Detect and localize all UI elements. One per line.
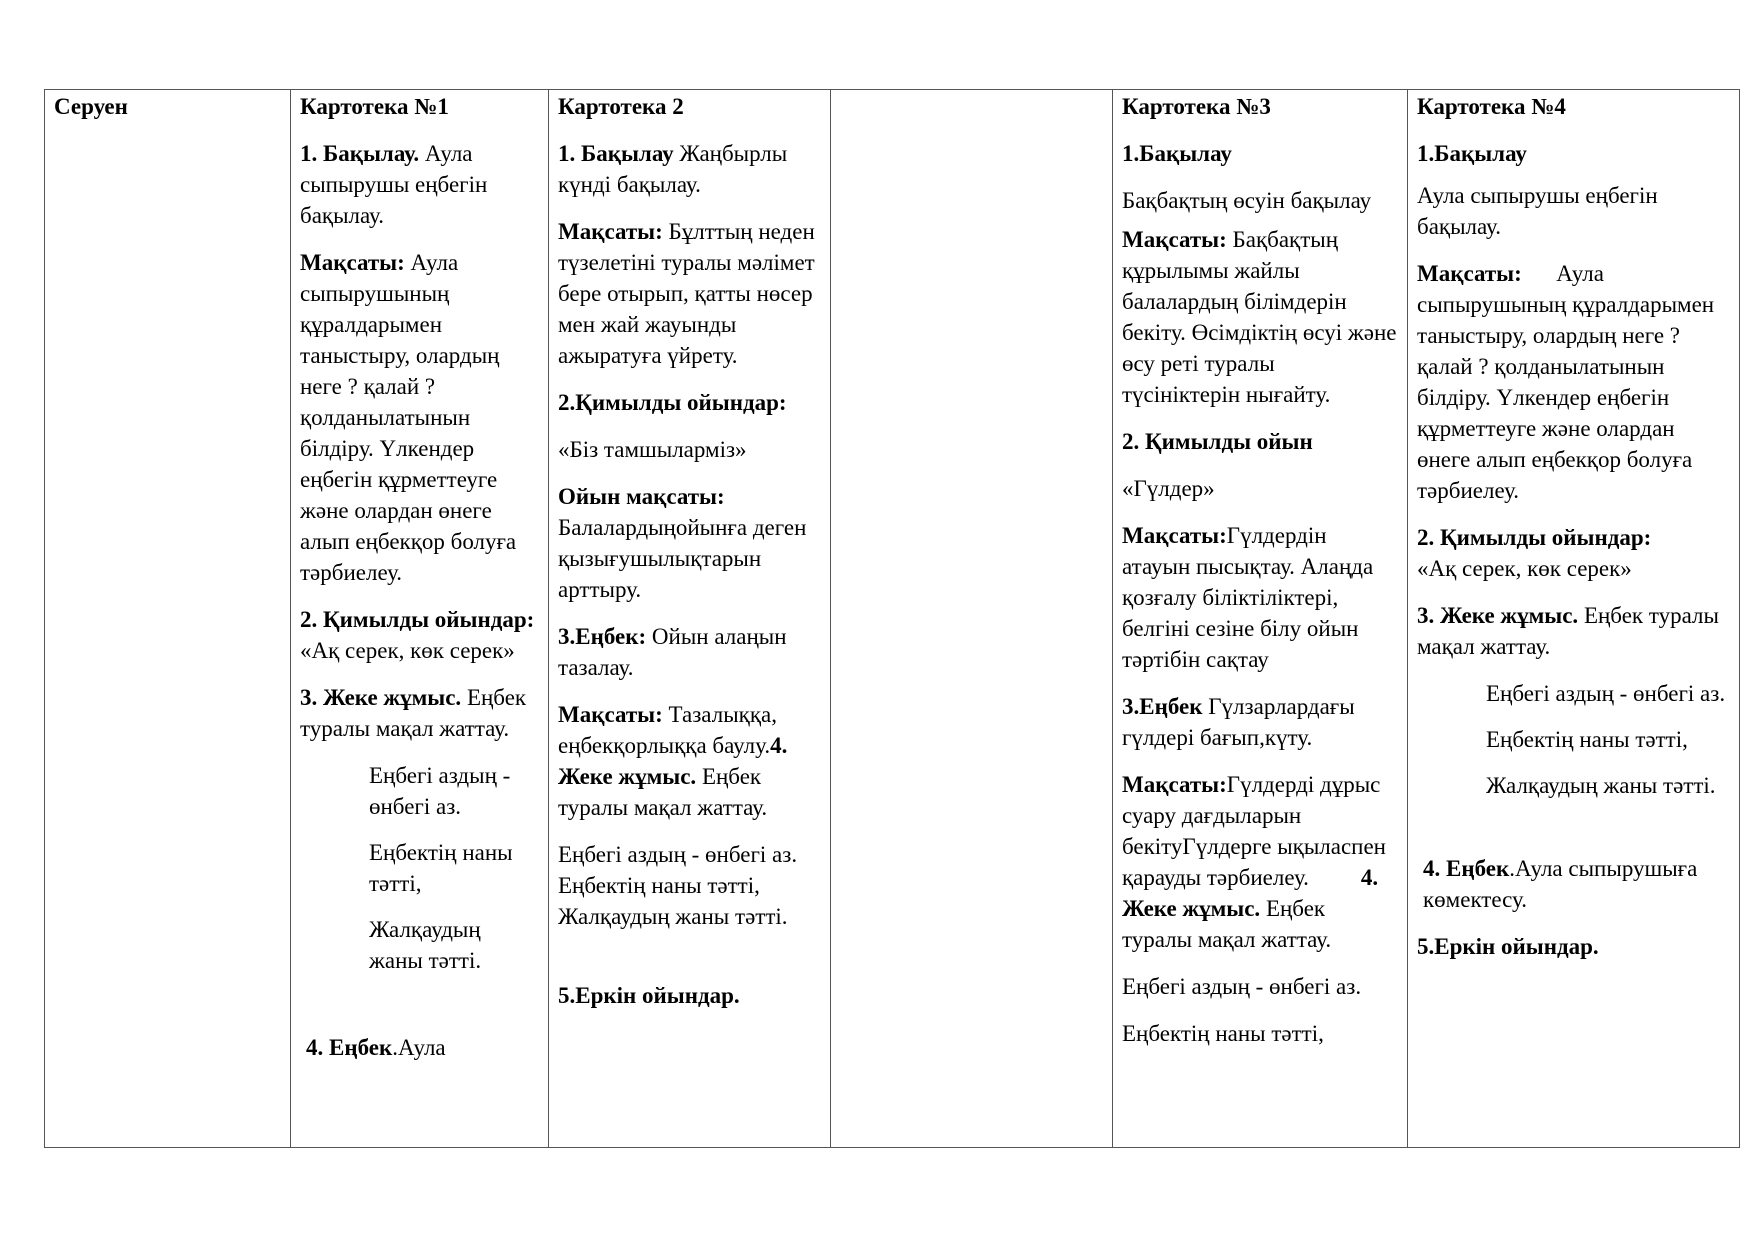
card-2-goal: Мақсаты: Бұлттың неден түзелетіні туралы мәлімет бере отырып, қатты нөсер мен жай жауынды ажыратуға үйрету. (558, 219, 815, 368)
card-1-labor: 4. Еңбек.Аула (306, 1035, 446, 1060)
card-4-games: 2. Қимылды ойындар: «Ақ серек, көк серек» (1417, 525, 1652, 581)
card-3-game-goal: Мақсаты:Гүлдердін атауын пысықтау. Алаңда қозғалу біліктіліктері, белгіні сезіне білу ойын тәртібін сақтау (1122, 523, 1374, 672)
section-title: Серуен (54, 94, 128, 119)
card-3-observation: Бақбақтың өсуін бақылау (1122, 188, 1372, 213)
card-3-labor-goal: Мақсаты:Гүлдерді дұрыс суару дағдыларын бекітуГүлдерге ықыласпен қарауды тәрбиелеу. 4. Жеке жұмыс. Еңбек туралы мақал жаттау. (1122, 772, 1386, 952)
card-1-title: Картотека №1 (300, 94, 449, 119)
card-2-observation: 1. Бақылау Жаңбырлы күнді бақылау. (558, 141, 788, 197)
card-4-individual-work: 3. Жеке жұмыс. Еңбек туралы мақал жаттау. (1417, 603, 1719, 659)
card-1-goal: Мақсаты: Аула сыпырушының құралдарымен таныстыру, олардың неге ? қалай ? қолданылатынын білдіру. Үлкендер еңбегін құрметтеуге және олардан өнеге алып еңбекқор болуға тәрбиелеу. (300, 250, 517, 585)
section-label-cell (45, 90, 291, 1148)
empty-cell (831, 90, 1113, 1148)
card-3-goal: Мақсаты: Бақбақтың құрылымы жайлы балалардың білімдерін бекіту. Өсімдіктің өсуі және өсу реті туралы түсініктерін нығайту. (1122, 227, 1397, 407)
card-3-game-name: «Гүлдер» (1122, 476, 1215, 501)
card-4-free-games: 5.Еркін ойындар. (1417, 934, 1599, 959)
card-4-proverb-1: Еңбегі аздың - өнбегі аз. (1486, 681, 1726, 706)
card-4-observation: Аула сыпырушы еңбегін бақылау. (1417, 183, 1658, 239)
card-1-games: 2. Қимылды ойындар: «Ақ серек, көк серек» (300, 607, 535, 663)
card-2-game-goal: Ойын мақсаты: Балалардыңойынға деген қызығушылықтарын арттыру. (558, 484, 807, 602)
card-2-title: Картотека 2 (558, 94, 684, 119)
card-3-proverb-2: Еңбектің наны тәтті, (1122, 1021, 1324, 1046)
card-2-proverbs: Еңбегі аздың - өнбегі аз. Еңбектің наны тәтті, Жалқаудың жаны тәтті. (558, 842, 798, 929)
card-2-labor: 3.Еңбек: Ойын алаңын тазалау. (558, 624, 787, 680)
card-4-observation-label: 1.Бақылау (1417, 141, 1527, 166)
card-1-individual-work: 3. Жеке жұмыс. Еңбек туралы мақал жаттау. (300, 685, 527, 741)
card-1-proverb-1: Еңбегі аздың - өнбегі аз. (369, 763, 511, 819)
card-4-cell (1408, 90, 1740, 1148)
card-3-cell (1113, 90, 1408, 1148)
card-2-labor-goal: Мақсаты: Тазалыққа, еңбекқорлыққа баулу.4. Жеке жұмыс. Еңбек туралы мақал жаттау. (558, 702, 788, 820)
card-4-goal: Мақсаты: Аула сыпырушының құралдарымен таныстыру, олардың неге ? қалай ? қолданылатынын білдіру. Үлкендер еңбегін құрметтеуге және олардан өнеге алып еңбекқор болуға тәрбиелеу. (1417, 261, 1720, 503)
card-3-title: Картотека №3 (1122, 94, 1271, 119)
card-4-title: Картотека №4 (1417, 94, 1566, 119)
card-3-proverb-1: Еңбегі аздың - өнбегі аз. (1122, 974, 1362, 999)
table-row (45, 90, 1740, 1148)
card-1-proverb-3: Жалқаудың жаны тәтті. (369, 917, 482, 973)
card-4-proverb-2: Еңбектің наны тәтті, (1486, 727, 1688, 752)
card-2-game-name: «Біз тамшыларміз» (558, 437, 747, 462)
card-1-proverb-2: Еңбектің наны тәтті, (369, 840, 513, 896)
card-3-games: 2. Қимылды ойын (1122, 429, 1313, 454)
card-2-games: 2.Қимылды ойындар: (558, 390, 787, 415)
walk-plan-table (44, 89, 1740, 1148)
card-4-proverb-3: Жалқаудың жаны тәтті. (1486, 773, 1716, 798)
card-2-free-games: 5.Еркін ойындар. (558, 983, 740, 1008)
card-4-labor: 4. Еңбек.Аула сыпырушыға көмектесу. (1423, 856, 1698, 912)
card-3-observation-label: 1.Бақылау (1122, 141, 1232, 166)
card-1-observation: 1. Бақылау. Аула сыпырушы еңбегін бақылау. (300, 141, 488, 228)
card-3-labor: 3.Еңбек Гүлзарлардағы гүлдері бағып,күту. (1122, 694, 1355, 750)
card-2-cell (549, 90, 831, 1148)
card-1-cell (291, 90, 549, 1148)
